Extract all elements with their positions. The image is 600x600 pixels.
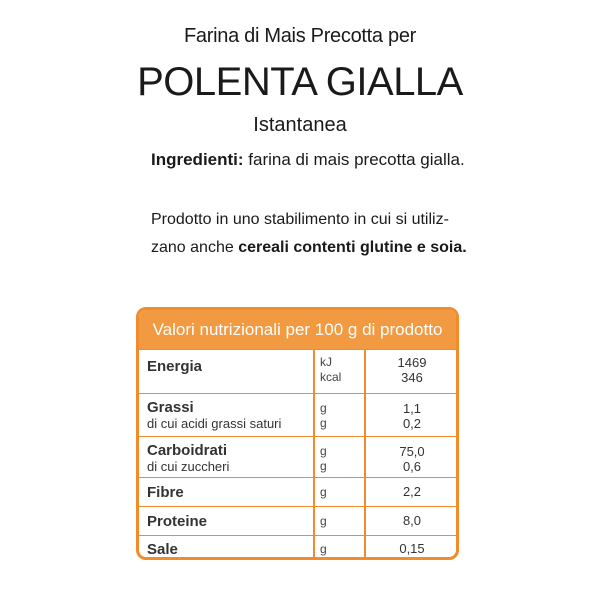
nutrient-unit: g (320, 542, 327, 556)
column-divider-value (364, 349, 366, 557)
nutrient-value: 1,1 (402, 401, 422, 416)
nutrition-row-energia (139, 349, 456, 393)
nutrition-heading: Valori nutrizionali per 100 g di prodotto (139, 310, 456, 349)
ingredients-line (151, 150, 465, 170)
nutrient-unit-2: kcal (320, 370, 342, 384)
nutrition-row-proteine (139, 506, 456, 535)
ingredients-label: Ingredienti: (151, 150, 244, 169)
nutrient-unit-2: g (320, 416, 327, 430)
notice-line-2-bold: cereali contenti glutine e soia. (238, 239, 467, 256)
nutrient-value: 75,0 (399, 444, 425, 459)
nutrient-value: 2,2 (402, 484, 422, 499)
nutrient-value-2: 346 (401, 370, 423, 385)
nutrient-name: Energia (147, 358, 203, 375)
nutrition-row-grassi (139, 393, 456, 436)
nutrient-name: Fibre (147, 484, 184, 501)
nutrient-name: Grassi (147, 399, 194, 416)
nutrient-unit: g (320, 444, 327, 458)
nutrient-value: 8,0 (402, 513, 422, 528)
nutrient-value-2: 0,6 (402, 459, 422, 474)
nutrient-name: Proteine (147, 513, 208, 530)
nutrition-row-sale (139, 535, 456, 560)
notice-line-2 (151, 234, 471, 262)
nutrient-unit: g (320, 401, 327, 415)
notice-line-2-plain: zano anche (151, 239, 239, 256)
nutrient-unit: kJ (320, 355, 332, 369)
nutrient-value-2: 0,2 (402, 416, 422, 431)
nutrient-value: 0,15 (399, 541, 425, 556)
notice-line-1: Prodotto in uno stabilimento in cui si utiliz- (151, 211, 449, 228)
product-title: POLENTA GIALLA (137, 60, 463, 104)
ingredients-text: farina di mais precotta gialla. (243, 150, 465, 169)
nutrient-subname: di cui zuccheri (147, 459, 230, 474)
product-subtitle: Farina di Mais Precotta per (184, 25, 416, 47)
nutrient-name: Carboidrati (147, 442, 228, 459)
product-kind: Istantanea (253, 114, 347, 136)
column-divider-unit (313, 349, 315, 557)
nutrient-unit: g (320, 514, 327, 528)
nutrient-value: 1469 (397, 355, 427, 370)
nutrient-name: Sale (147, 541, 178, 558)
nutrition-row-carboidrati (139, 436, 456, 477)
allergen-notice (151, 206, 471, 262)
nutrient-subname: di cui acidi grassi saturi (147, 416, 282, 431)
nutrient-unit-2: g (320, 459, 327, 473)
nutrition-row-fibre (139, 477, 456, 506)
nutrition-table (136, 307, 459, 560)
nutrient-unit: g (320, 485, 327, 499)
